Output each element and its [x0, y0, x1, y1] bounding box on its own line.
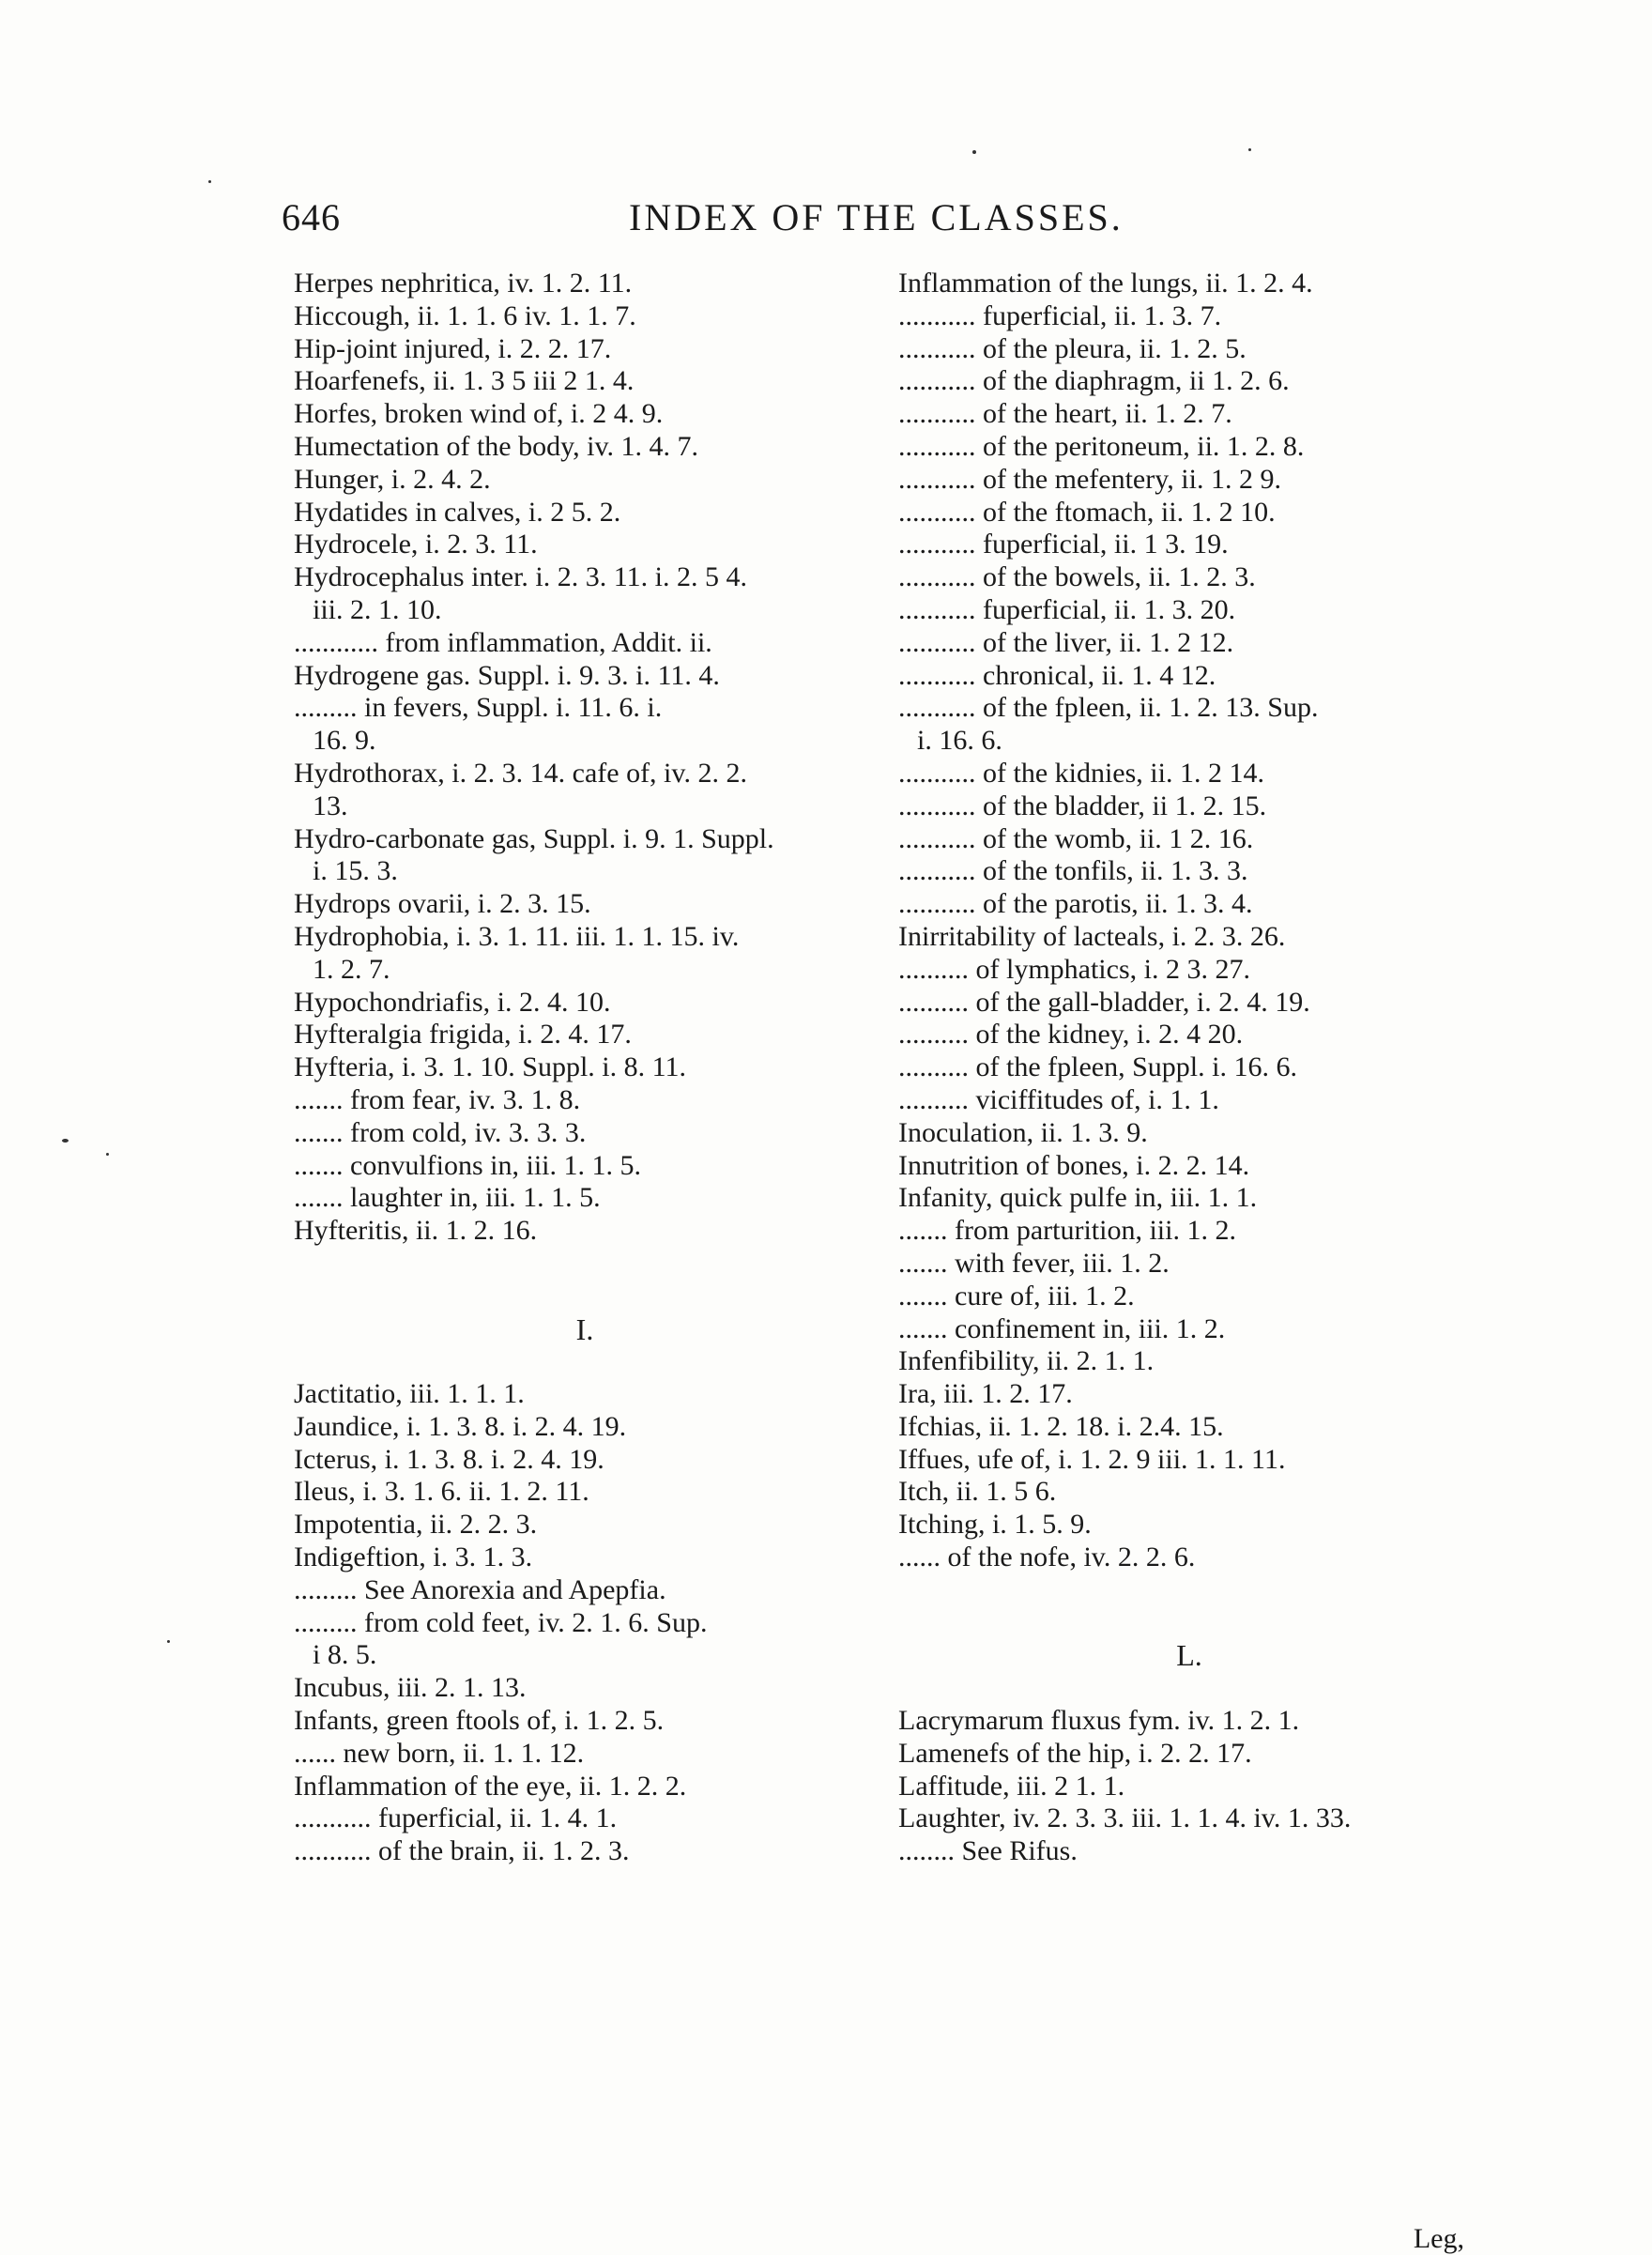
index-entry: Hoarfenefs, ii. 1. 3 5 iii 2 1. 4. — [294, 365, 635, 397]
index-entry: ........... of the tonfils, ii. 1. 3. 3. — [898, 855, 1248, 887]
spacer — [898, 1574, 1480, 1607]
index-entry: Ifchias, ii. 1. 2. 18. i. 2.4. 15. — [898, 1410, 1224, 1442]
index-entry: Icterus, i. 1. 3. 8. i. 2. 4. 19. — [294, 1443, 604, 1475]
index-entry: ........... of the womb, ii. 1 2. 16. — [898, 822, 1254, 854]
index-entry: Humectation of the body, iv. 1. 4. 7. — [294, 430, 699, 462]
index-entry: ........... of the brain, ii. 1. 2. 3. — [294, 1835, 630, 1867]
index-entry: Hyfteralgia frigida, i. 2. 4. 17. — [294, 1019, 632, 1051]
index-entry: Hyfteria, i. 3. 1. 10. Suppl. i. 8. 11. — [294, 1051, 687, 1083]
index-entry: Inirritability of lacteals, i. 2. 3. 26. — [898, 920, 1286, 952]
index-entry: Infants, green ftools of, i. 1. 2. 5. — [294, 1705, 665, 1737]
index-entry: ......... in fevers, Suppl. i. 11. 6. i. — [294, 692, 663, 724]
index-entry: ......... from cold feet, iv. 2. 1. 6. Sup. — [294, 1606, 708, 1638]
index-entry: Hydrogene gas. Suppl. i. 9. 3. i. 11. 4. — [294, 659, 720, 691]
print-speck — [208, 180, 211, 183]
index-entry: Hydatides in calves, i. 2 5. 2. — [294, 496, 621, 528]
index-entry-continuation: i. 16. 6. — [917, 725, 1002, 757]
index-entry: Lamenefs of the hip, i. 2. 2. 17. — [898, 1737, 1252, 1769]
index-entry: Itching, i. 1. 5. 9. — [898, 1509, 1092, 1541]
index-entry: ...... new born, ii. 1. 1. 12. — [294, 1737, 585, 1769]
index-entry: ........... of the bowels, ii. 1. 2. 3. — [898, 561, 1256, 593]
index-entry: Itch, ii. 1. 5 6. — [898, 1476, 1057, 1508]
index-entry: Jactitatio, iii. 1. 1. 1. — [294, 1378, 525, 1410]
index-entry: ........... fuperficial, ii. 1. 3. 7. — [898, 299, 1222, 331]
index-entry: ............ from inflammation, Addit. ii. — [294, 626, 712, 658]
spacer — [294, 1281, 876, 1313]
index-entry-continuation: i 8. 5. — [313, 1639, 377, 1671]
index-entry: Incubus, iii. 2. 1. 13. — [294, 1672, 527, 1704]
index-entry: Inflammation of the lungs, ii. 1. 2. 4. — [898, 268, 1313, 299]
index-entry: Innutrition of bones, i. 2. 2. 14. — [898, 1149, 1250, 1181]
index-entry-continuation: i. 15. 3. — [313, 855, 398, 887]
index-entry: Hyfteritis, ii. 1. 2. 16. — [294, 1215, 538, 1247]
index-entry: ....... confinement in, iii. 1. 2. — [898, 1312, 1226, 1344]
index-entry: ....... from cold, iv. 3. 3. 3. — [294, 1116, 587, 1148]
spacer — [294, 1248, 876, 1281]
section-heading: L. — [1176, 1638, 1202, 1673]
catchword: Leg, — [1413, 2223, 1464, 2254]
index-entry: Hydrops ovarii, i. 2. 3. 15. — [294, 888, 591, 920]
index-entry: ........... of the kidnies, ii. 1. 2 14. — [898, 757, 1264, 789]
spacer — [898, 1672, 1480, 1705]
index-entry: Hydrocele, i. 2. 3. 11. — [294, 529, 538, 560]
index-entry: ...... of the nofe, iv. 2. 2. 6. — [898, 1542, 1196, 1573]
index-entry: Infanity, quick pulfe in, iii. 1. 1. — [898, 1182, 1258, 1214]
index-entry: ....... from fear, iv. 3. 1. 8. — [294, 1083, 581, 1115]
index-entry: Hiccough, ii. 1. 1. 6 iv. 1. 1. 7. — [294, 299, 636, 331]
index-entry: Horfes, broken wind of, i. 2 4. 9. — [294, 398, 664, 430]
index-entry: Laughter, iv. 2. 3. 3. iii. 1. 1. 4. iv. 1. 33. — [898, 1802, 1352, 1834]
print-speck — [972, 150, 976, 154]
index-entry: ....... with fever, iii. 1. 2. — [898, 1247, 1170, 1279]
index-entry: Hydrothorax, i. 2. 3. 14. cafe of, iv. 2. 2. — [294, 757, 747, 789]
index-entry: ......... See Anorexia and Apepfia. — [294, 1573, 666, 1605]
index-column-right — [898, 268, 1480, 1868]
index-entry: ........... of the diaphragm, ii 1. 2. 6. — [898, 365, 1290, 397]
index-entry: ....... from parturition, iii. 1. 2. — [898, 1215, 1236, 1247]
index-entry: ........... of the fpleen, ii. 1. 2. 13. Sup. — [898, 692, 1319, 724]
spacer — [294, 1345, 876, 1378]
index-entry: Infenfibility, ii. 2. 1. 1. — [898, 1345, 1155, 1377]
index-entry: Ira, iii. 1. 2. 17. — [898, 1378, 1073, 1410]
index-entry: Hunger, i. 2. 4. 2. — [294, 463, 491, 495]
index-entry: Lacrymarum fluxus fym. iv. 1. 2. 1. — [898, 1705, 1300, 1737]
print-speck — [62, 1139, 69, 1143]
index-entry: Indigeftion, i. 3. 1. 3. — [294, 1542, 533, 1573]
print-speck — [1248, 148, 1251, 151]
index-entry: ........... of the mefentery, ii. 1. 2 9. — [898, 463, 1281, 495]
index-entry: Jaundice, i. 1. 3. 8. i. 2. 4. 19. — [294, 1410, 627, 1442]
index-entry-continuation: 16. 9. — [313, 725, 376, 757]
index-entry: Inoculation, ii. 1. 3. 9. — [898, 1116, 1148, 1148]
index-entry-continuation: iii. 2. 1. 10. — [313, 593, 442, 625]
index-entry: .......... of the fpleen, Suppl. i. 16. 6. — [898, 1051, 1297, 1083]
index-column-left — [294, 268, 876, 1868]
index-entry: ........... of the ftomach, ii. 1. 2 10. — [898, 496, 1276, 528]
index-entry: .......... of the kidney, i. 2. 4 20. — [898, 1019, 1244, 1051]
index-entry: ........... of the liver, ii. 1. 2 12. — [898, 626, 1234, 658]
index-entry: ....... cure of, iii. 1. 2. — [898, 1280, 1135, 1312]
spacer — [898, 1607, 1480, 1640]
print-speck — [106, 1153, 109, 1156]
index-entry: ........... fuperficial, ii. 1. 3. 20. — [898, 593, 1236, 625]
index-entry: ........... of the heart, ii. 1. 2. 7. — [898, 398, 1232, 430]
index-entry: Hydrophobia, i. 3. 1. 11. iii. 1. 1. 15. iv. — [294, 920, 740, 952]
index-entry: ....... laughter in, iii. 1. 1. 5. — [294, 1182, 601, 1214]
index-entry: Hip-joint injured, i. 2. 2. 17. — [294, 332, 612, 364]
index-entry: ........... chronical, ii. 1. 4 12. — [898, 659, 1216, 691]
index-entry: ........... of the parotis, ii. 1. 3. 4. — [898, 888, 1253, 920]
index-entry: ........... of the peritoneum, ii. 1. 2. 8. — [898, 430, 1305, 462]
index-entry-continuation: 13. — [313, 790, 348, 821]
index-entry: ........ See Rifus. — [898, 1835, 1078, 1867]
running-head: INDEX OF THE CLASSES. — [629, 196, 1124, 238]
index-entry: Hydrocephalus inter. i. 2. 3. 11. i. 2. 5 4. — [294, 561, 747, 593]
index-entry: .......... of the gall-bladder, i. 2. 4. 19. — [898, 986, 1310, 1018]
page-header — [282, 195, 1464, 242]
index-entry: .......... of lymphatics, i. 2 3. 27. — [898, 953, 1250, 985]
index-entry: ........... fuperficial, ii. 1. 4. 1. — [294, 1802, 618, 1834]
index-entry: Iffues, ufe of, i. 1. 2. 9 iii. 1. 1. 11. — [898, 1443, 1286, 1475]
page-number: 646 — [282, 196, 341, 238]
print-speck — [167, 1640, 170, 1643]
index-entry: Inflammation of the eye, ii. 1. 2. 2. — [294, 1770, 687, 1802]
index-entry: ........... of the bladder, ii 1. 2. 15. — [898, 790, 1267, 821]
index-entry: Hydro-carbonate gas, Suppl. i. 9. 1. Suppl. — [294, 822, 774, 854]
index-entry: ........... of the pleura, ii. 1. 2. 5. — [898, 332, 1247, 364]
index-entry-continuation: 1. 2. 7. — [313, 953, 390, 985]
index-entry: .......... viciffitudes of, i. 1. 1. — [898, 1083, 1219, 1115]
index-entry: Herpes nephritica, iv. 1. 2. 11. — [294, 268, 633, 299]
index-entry: Hypochondriafis, i. 2. 4. 10. — [294, 986, 611, 1018]
index-entry: ........... fuperficial, ii. 1 3. 19. — [898, 529, 1229, 560]
index-entry: Laffitude, iii. 2 1. 1. — [898, 1770, 1125, 1802]
index-entry: Impotentia, ii. 2. 2. 3. — [294, 1509, 538, 1541]
index-entry: ....... convulfions in, iii. 1. 1. 5. — [294, 1149, 641, 1181]
section-heading: I. — [575, 1312, 594, 1346]
index-entry: Ileus, i. 3. 1. 6. ii. 1. 2. 11. — [294, 1476, 589, 1508]
